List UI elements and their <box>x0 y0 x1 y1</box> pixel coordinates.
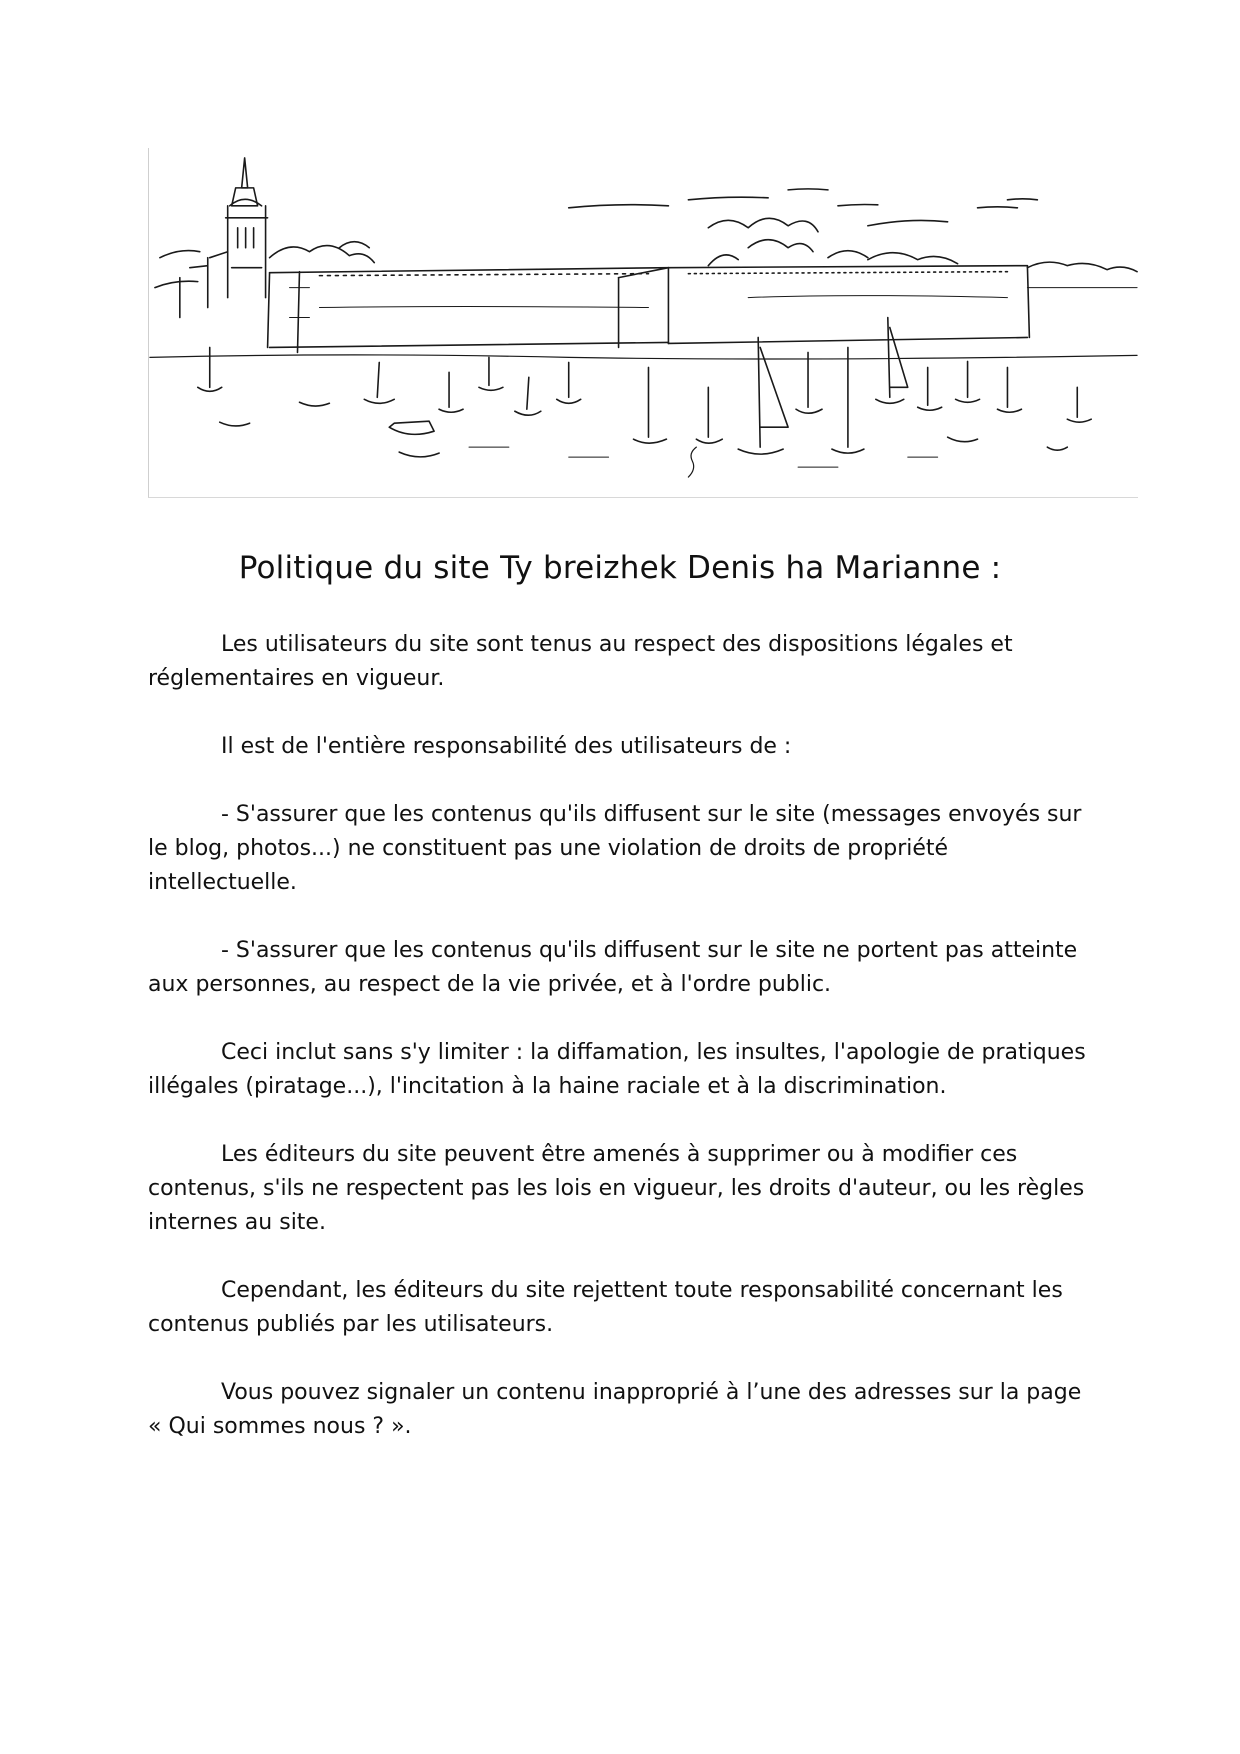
paragraph-examples: Ceci inclut sans s'y limiter : la diffamation, les insultes, l'apologie de pratiques illégales (piratage...), l'incitation à la haine raciale et à la discrimination. <box>148 1040 1086 1099</box>
paragraph-intellectual-property: - S'assurer que les contenus qu'ils diffusent sur le site (messages envoyés sur le blog, photos...) ne constituent pas une violation de droits de propriété intellectuelle. <box>148 802 1082 895</box>
paragraph-report-content: Vous pouvez signaler un contenu inapproprié à l’une des adresses sur la page « Qui sommes nous ? ». <box>148 1380 1082 1439</box>
policy-text <box>148 628 1098 1478</box>
paragraph-disclaimer: Cependant, les éditeurs du site rejettent toute responsabilité concernant les contenus publiés par les utilisateurs. <box>148 1278 1063 1337</box>
harbor-sketch-icon <box>149 148 1138 497</box>
paragraph-editor-rights: Les éditeurs du site peuvent être amenés à supprimer ou à modifier ces contenus, s'ils ne respectent pas les lois en vigueur, les droits d'auteur, ou les règles internes au site. <box>148 1142 1085 1235</box>
paragraph-legal-compliance: Les utilisateurs du site sont tenus au respect des dispositions légales et réglementaires en vigueur. <box>148 632 1013 691</box>
page-title: Politique du site Ty breizhek Denis ha Marianne : <box>238 550 1002 586</box>
paragraph-privacy-public-order: - S'assurer que les contenus qu'ils diffusent sur le site ne portent pas atteinte aux personnes, au respect de la vie privée, et à l'ordre public. <box>148 938 1078 997</box>
paragraph-user-responsibility: Il est de l'entière responsabilité des utilisateurs de : <box>221 734 792 759</box>
harbor-sketch-illustration <box>148 148 1138 498</box>
